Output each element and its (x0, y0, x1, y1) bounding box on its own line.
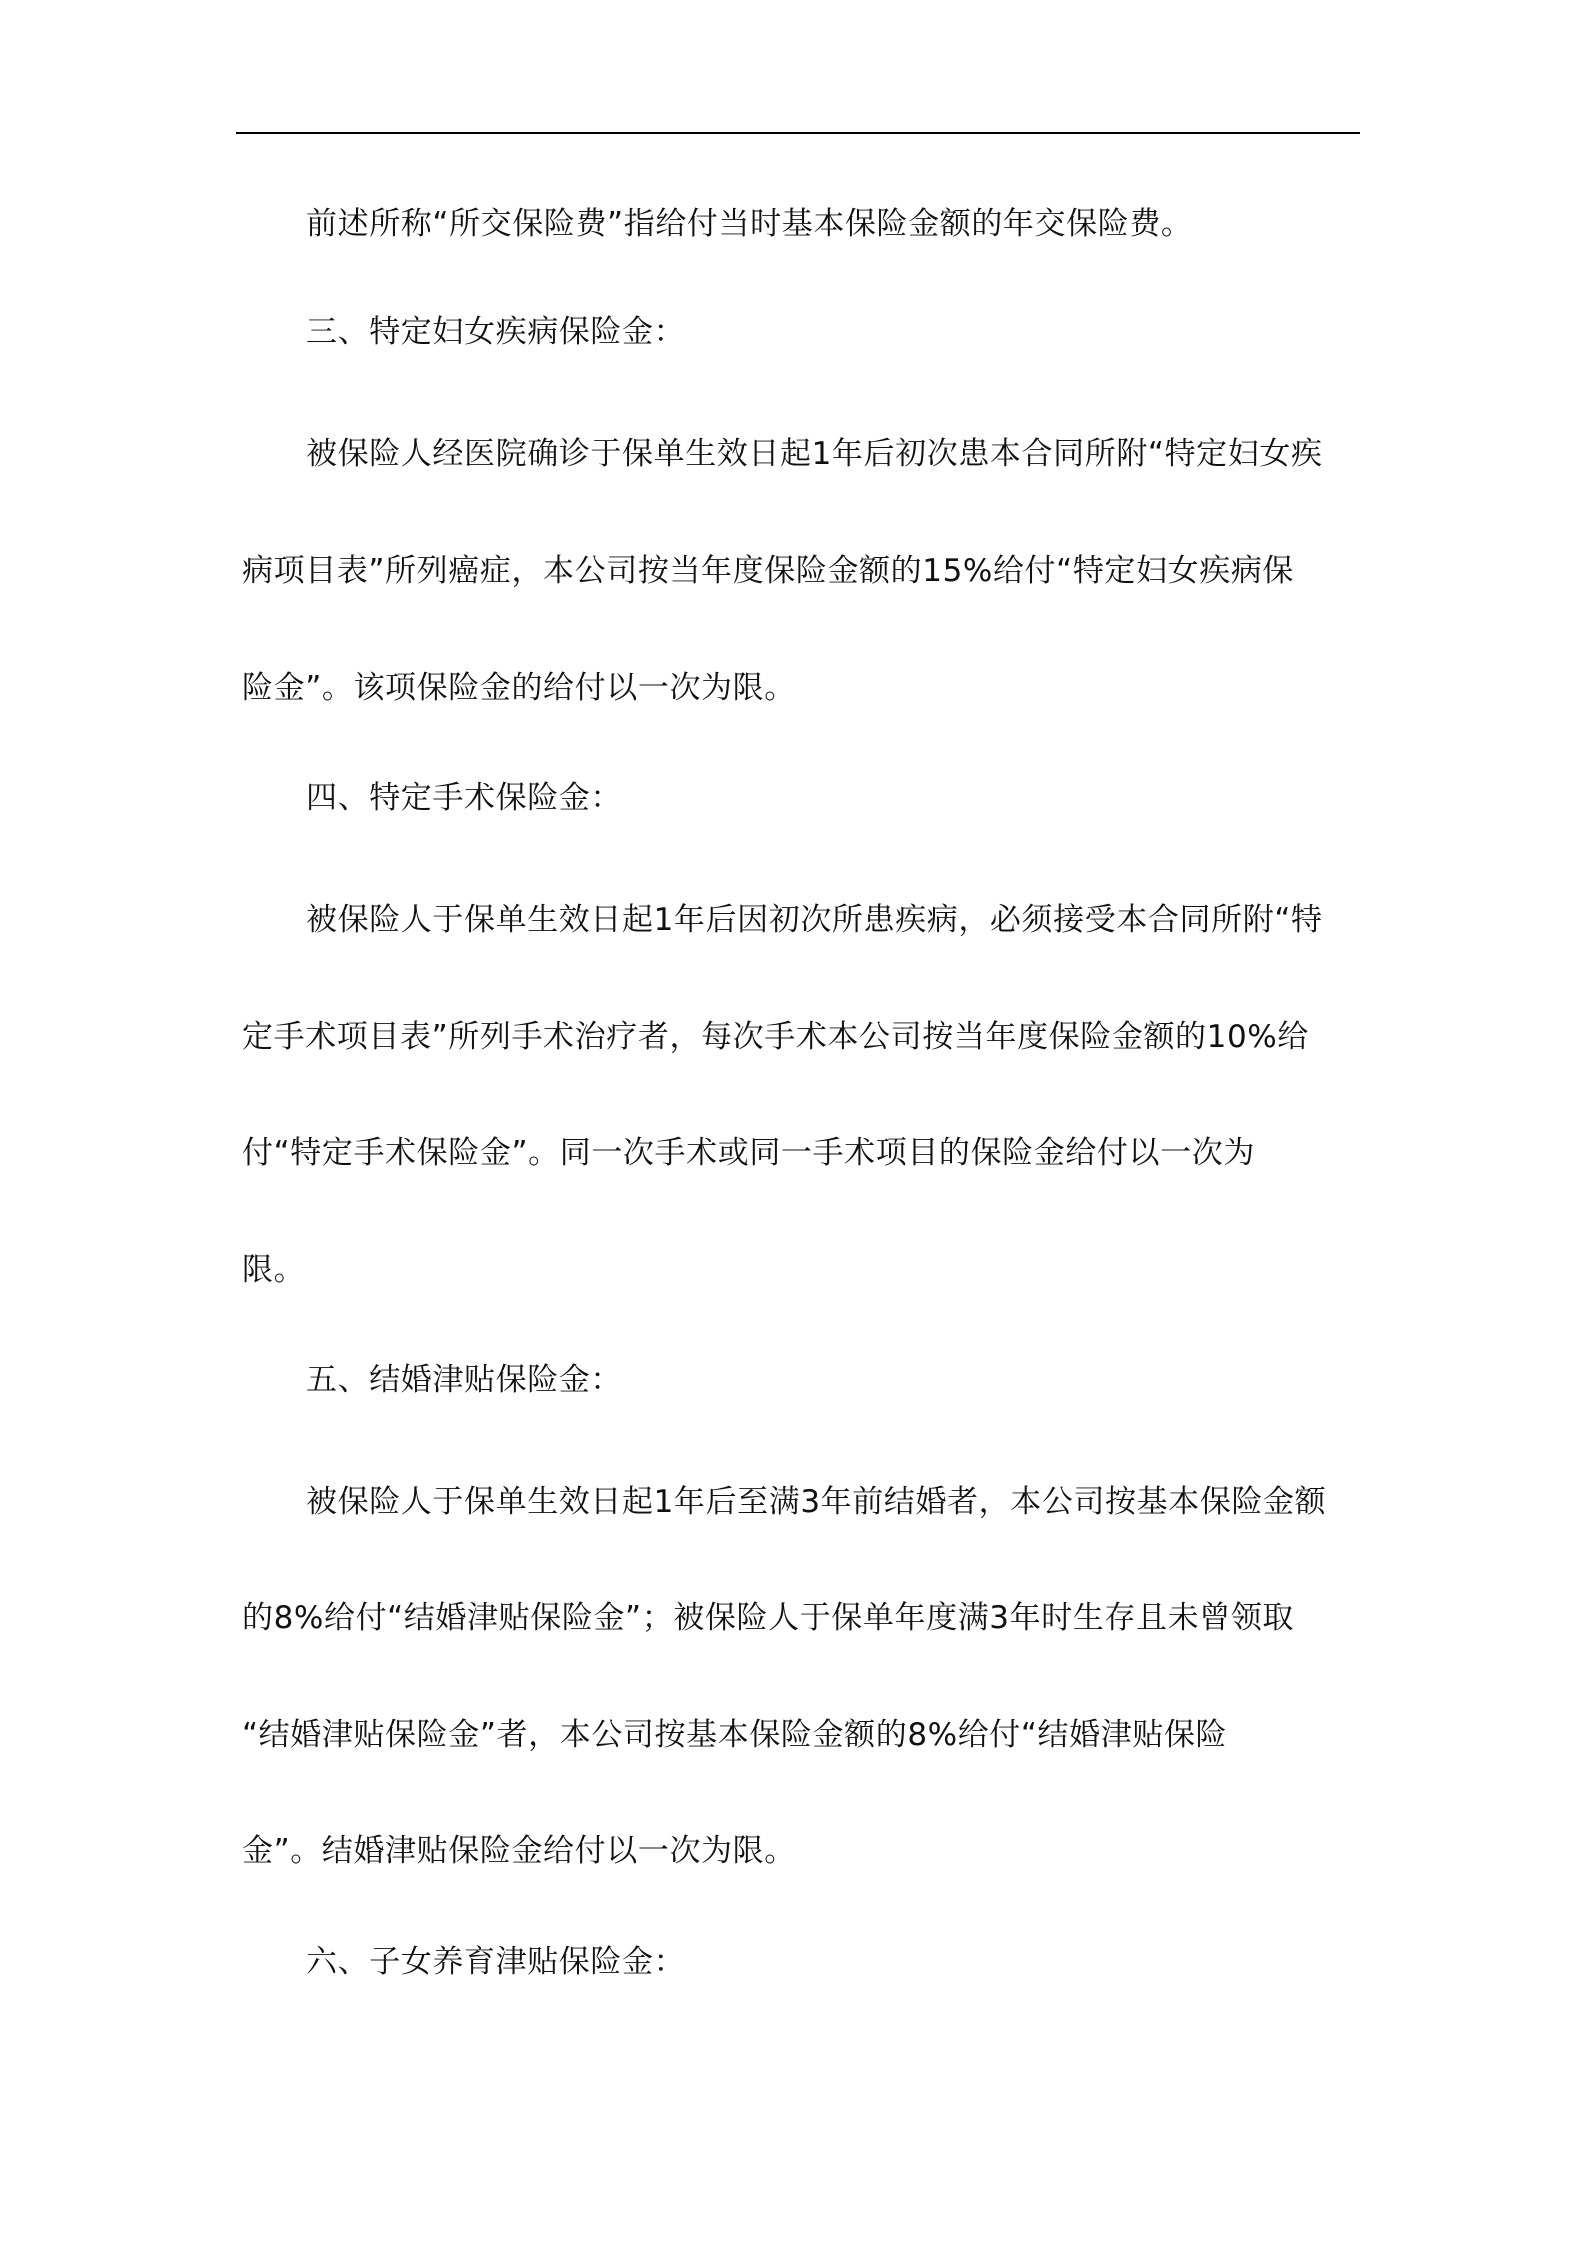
paragraph-line: 金”。结婚津贴保险金给付以一次为限。 (242, 1833, 796, 1869)
section-heading-3: 三、特定妇女疾病保险金： (306, 314, 686, 350)
paragraph-line: 付“特定手术保险金”。同一次手术或同一手术项目的保险金给付以一次为 (242, 1135, 1255, 1171)
paragraph-line: 病项目表”所列癌症，本公司按当年度保险金额的15%给付“特定妇女疾病保 (242, 553, 1295, 589)
section-heading-5: 五、结婚津贴保险金： (306, 1362, 622, 1398)
paragraph-line: 险金”。该项保险金的给付以一次为限。 (242, 670, 796, 706)
paragraph-line: 被保险人于保单生效日起1年后至满3年前结婚者，本公司按基本保险金额 (306, 1484, 1327, 1520)
paragraph-premium-definition: 前述所称“所交保险费”指给付当时基本保险金额的年交保险费。 (306, 206, 1193, 242)
paragraph-line: 定手术项目表”所列手术治疗者，每次手术本公司按当年度保险金额的10%给 (242, 1019, 1309, 1055)
section-heading-6: 六、子女养育津贴保险金： (306, 1944, 686, 1980)
paragraph-line: 被保险人于保单生效日起1年后因初次所患疾病，必须接受本合同所附“特 (306, 902, 1323, 938)
header-rule (236, 132, 1360, 134)
section-heading-4: 四、特定手术保险金： (306, 780, 622, 816)
paragraph-line: 限。 (242, 1252, 306, 1288)
paragraph-line: “结婚津贴保险金”者，本公司按基本保险金额的8%给付“结婚津贴保险 (242, 1717, 1228, 1753)
paragraph-line: 被保险人经医院确诊于保单生效日起1年后初次患本合同所附“特定妇女疾 (306, 436, 1323, 472)
paragraph-line: 的8%给付“结婚津贴保险金”；被保险人于保单年度满3年时生存且未曾领取 (242, 1600, 1295, 1636)
